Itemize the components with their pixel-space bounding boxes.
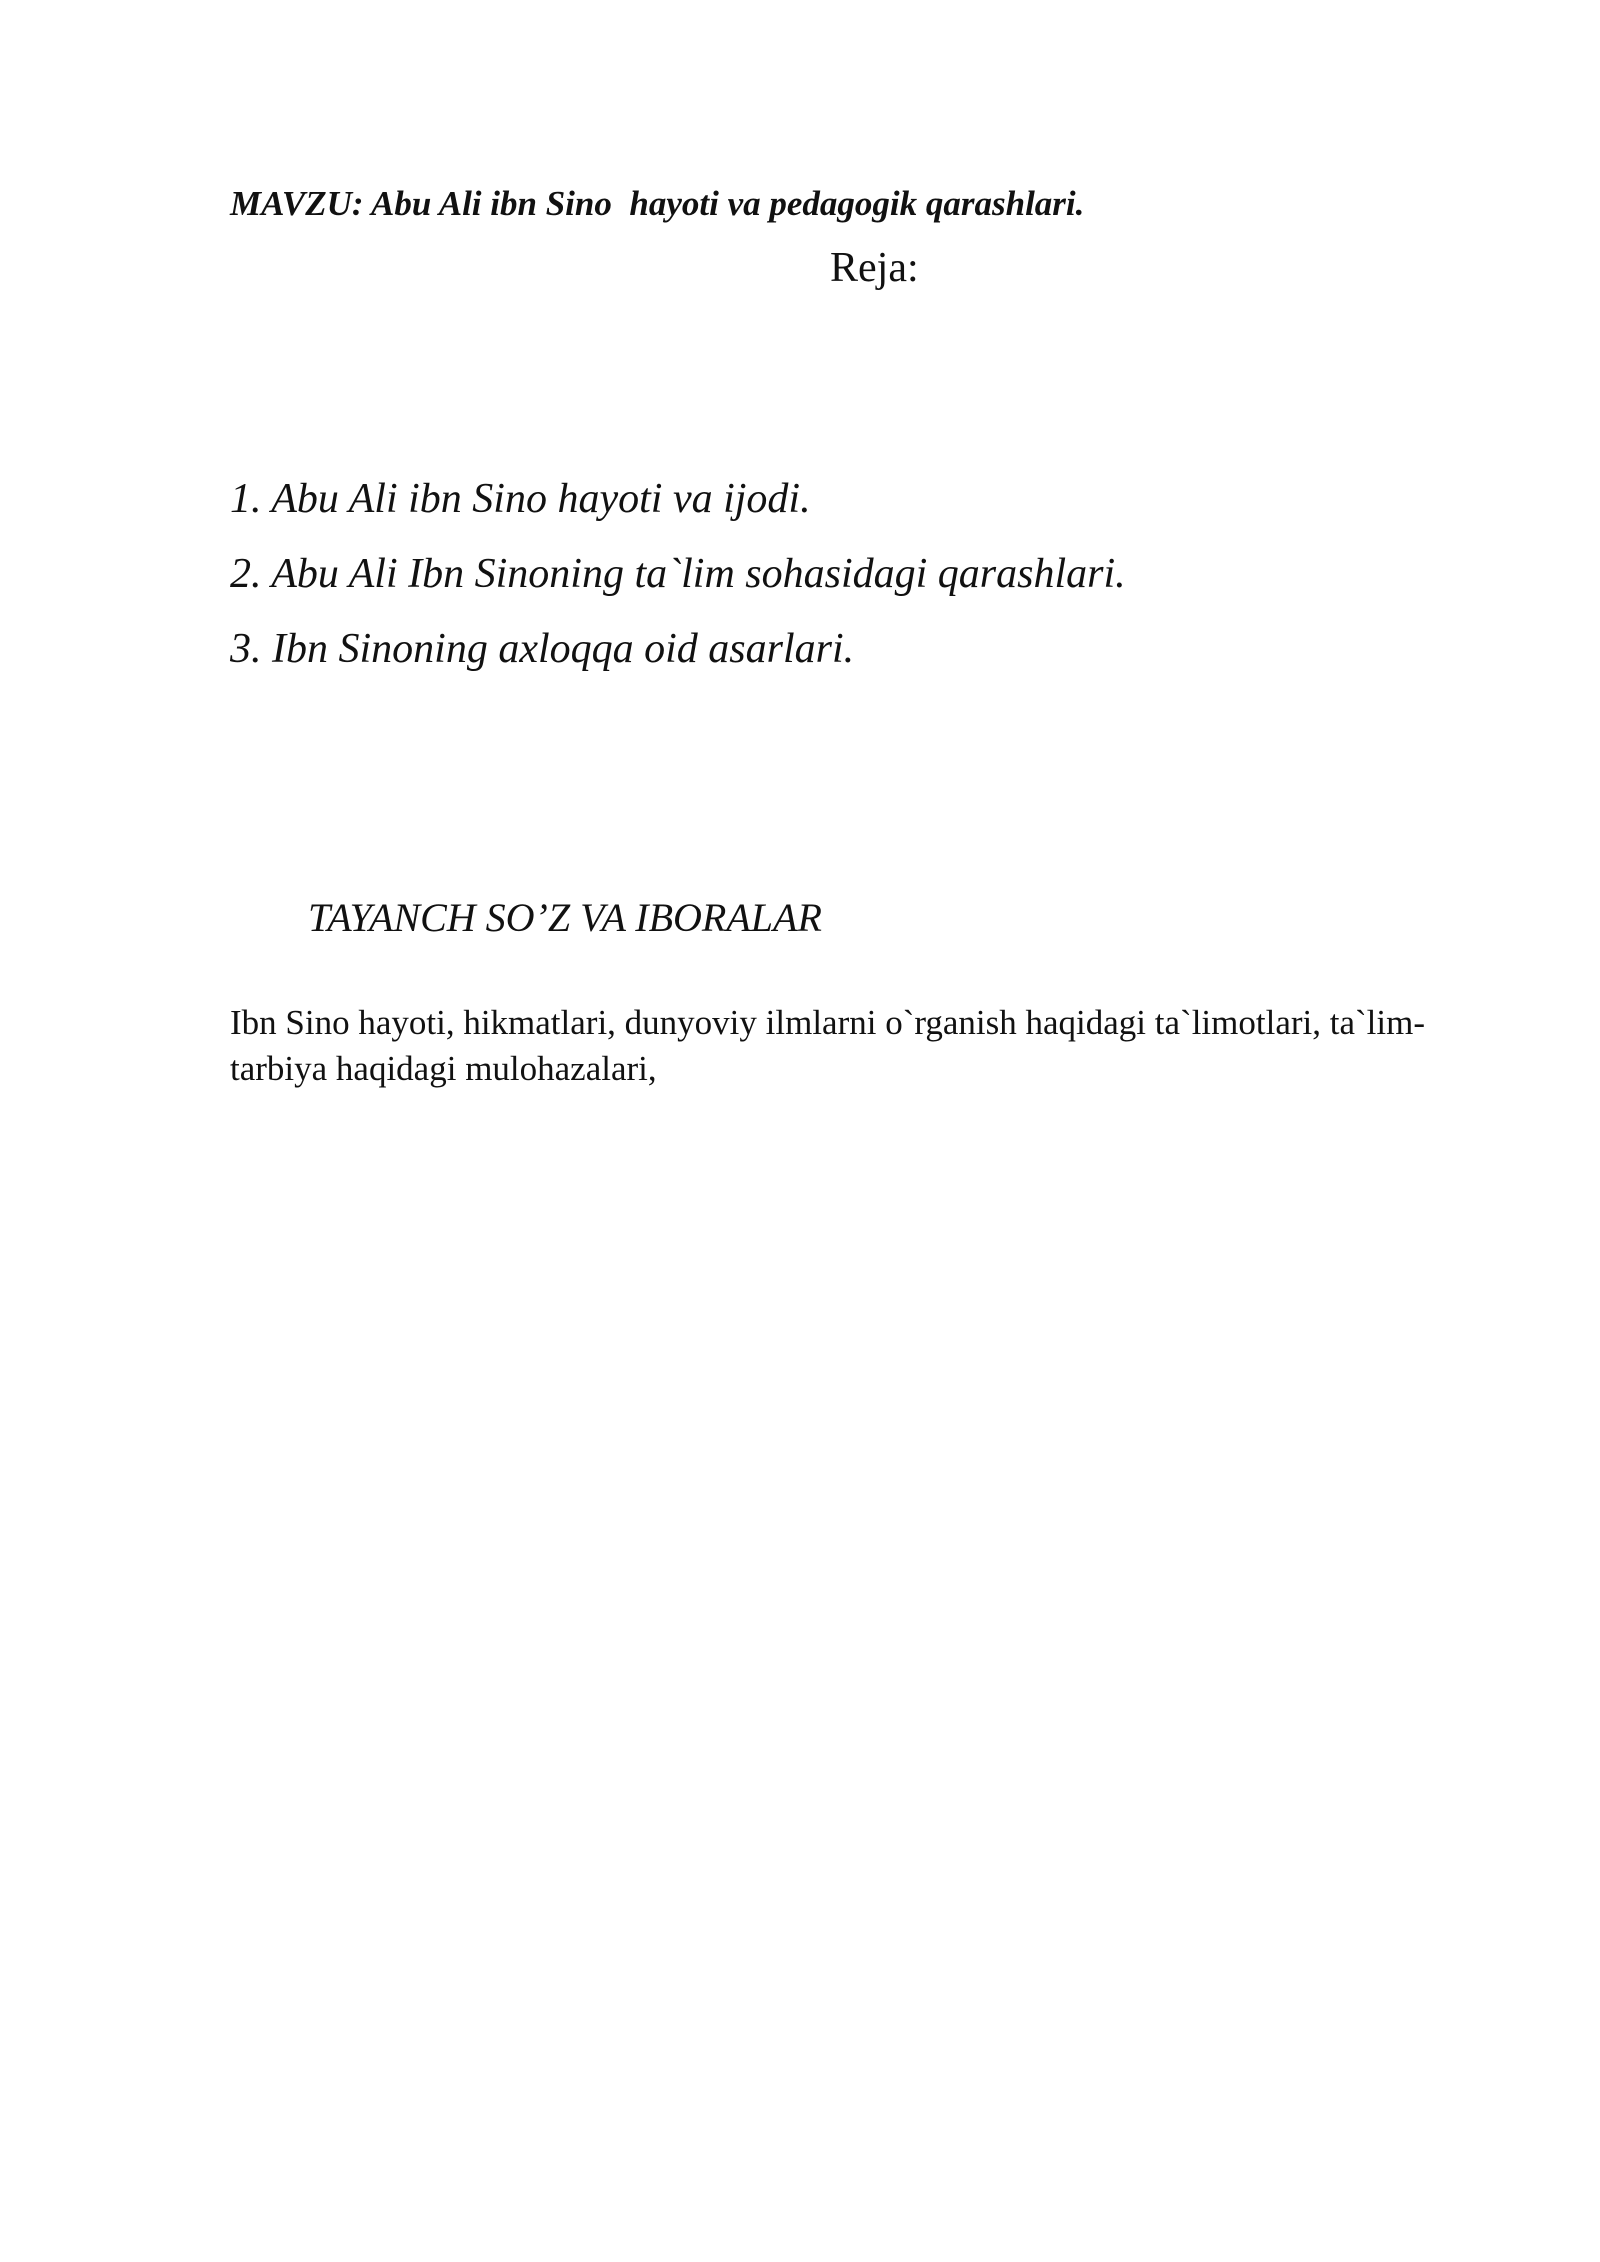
keywords-paragraph: Ibn Sino hayoti, hikmatlari, dunyoviy ilmlarni o`rganish haqidagi ta`limotlari, ta`lim-tarbiya haqidagi mulohazalari,: [230, 1003, 1425, 1088]
document-title: MAVZU: Abu Ali ibn Sino hayoti va pedagogik qarashlari.: [230, 184, 1085, 223]
plan-item-3: 3. Ibn Sinoning axloqqa oid asarlari.: [230, 626, 855, 672]
keywords-heading: TAYANCH SO’Z VA IBORALAR: [308, 895, 822, 940]
plan-item-1: 1. Abu Ali ibn Sino hayoti va ijodi.: [230, 476, 811, 522]
plan-item-2: 2. Abu Ali Ibn Sinoning ta`lim sohasidagi qarashlari.: [230, 551, 1126, 597]
plan-list: [230, 462, 1126, 687]
plan-heading: Reja:: [830, 245, 919, 291]
